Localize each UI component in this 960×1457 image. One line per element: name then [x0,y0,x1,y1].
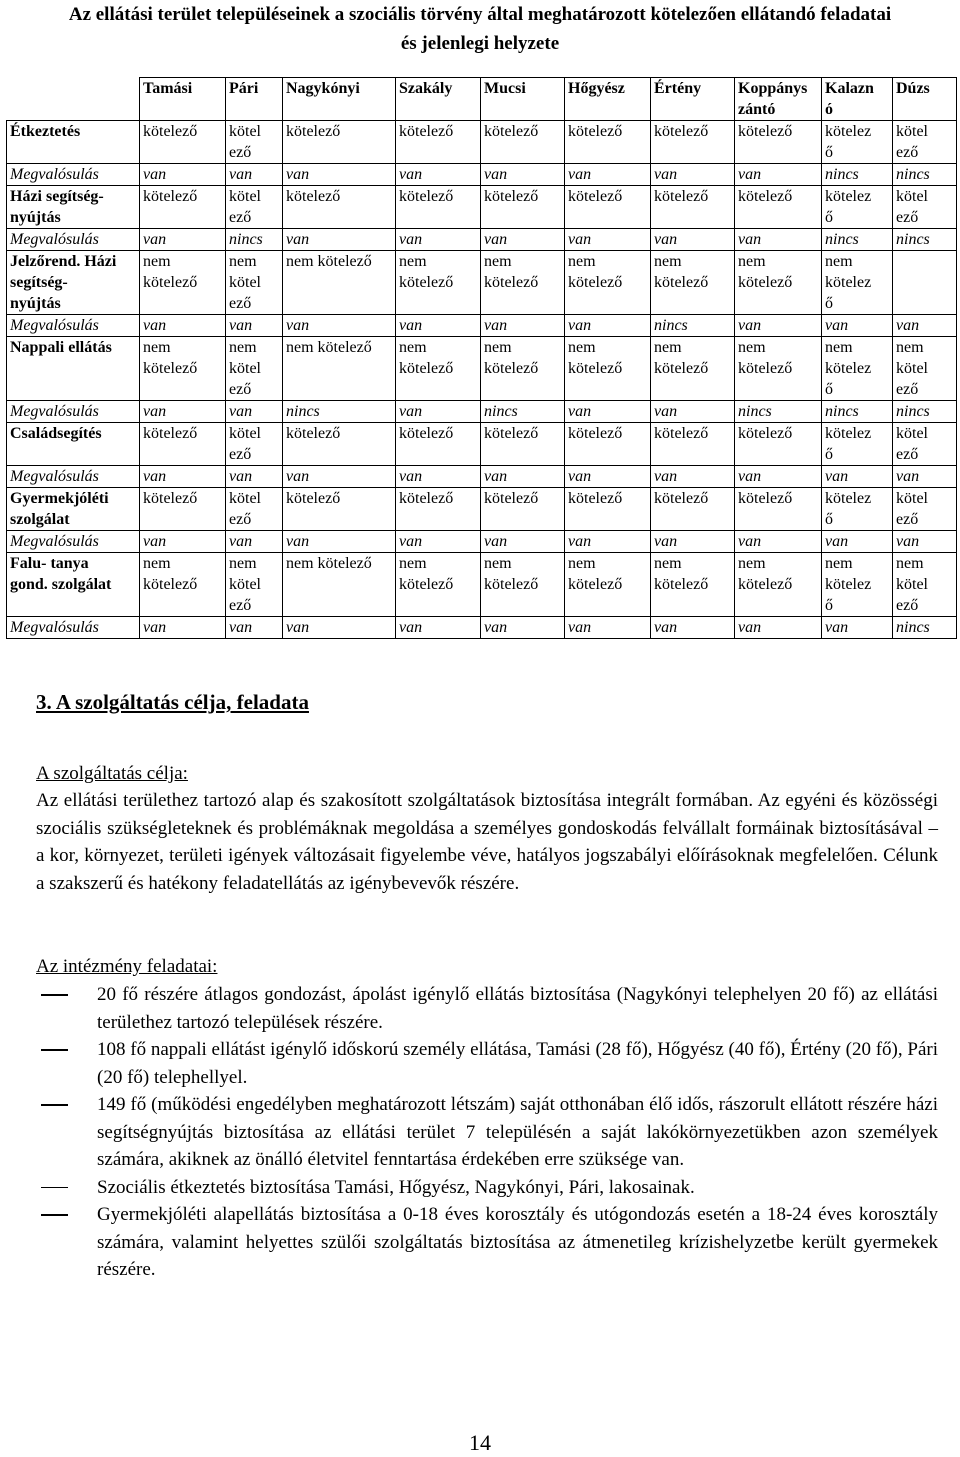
table-cell: kötelező [651,121,735,164]
row-label: Nappali ellátás [7,337,140,401]
table-cell: kötelező [735,186,822,229]
header-settlement: Dúzs [893,78,957,121]
goal-label: A szolgáltatás célja: [36,763,188,784]
dash-bullet-icon [41,1049,68,1051]
table-cell: nincs [283,401,396,423]
row-label: Családsegítés [7,423,140,466]
table-cell: van [822,315,893,337]
table-cell: van [565,401,651,423]
section-heading: 3. A szolgáltatás célja, feladata [36,690,309,714]
table-cell: kötel ező [893,488,957,531]
tasks-label: Az intézmény feladatai: [36,956,218,977]
table-cell: nem kötel ező [893,553,957,617]
table-cell: kötelező [140,423,226,466]
table-cell: van [283,164,396,186]
row-label: Megvalósulás [7,229,140,251]
table-cell: nem kötelező [140,251,226,315]
table-cell: kötelező [396,186,481,229]
table-cell: kötel ező [893,186,957,229]
table-cell: kötelező [283,488,396,531]
table-cell: nem kötel ező [226,251,283,315]
table-cell: nem kötelező [651,337,735,401]
table-cell: van [481,164,565,186]
table-cell: kötelező [396,121,481,164]
task-list [36,981,938,1284]
table-cell: kötelező [481,488,565,531]
table-cell: kötelező [396,488,481,531]
table-cell: van [565,531,651,553]
table-cell: nem kötelező [651,251,735,315]
header-settlement: Kalazn ó [822,78,893,121]
table-cell: nem kötel ező [226,553,283,617]
table-cell: kötelező [396,423,481,466]
realization-row [7,531,957,553]
table-cell: kötelező [565,121,651,164]
task-text: 149 fő (működési engedélyben meghatározott létszám) saját otthonában élő idős, rászorult ellátott részére házi segítségnyújtás biztosítása az ellátási terület 7 településén a saját lakókörnyezetükben azon személyek számára, akiknek az önálló életvitel fenntartása érdekében erre szüksége van. [97,1094,938,1170]
service-row [7,488,957,531]
table-cell: van [481,531,565,553]
table-cell: nem kötelező [565,553,651,617]
table-cell: kötelező [481,121,565,164]
table-cell: kötelező [735,121,822,164]
row-label: Falu- tanya gond. szolgálat [7,553,140,617]
table-cell: nem kötelező [140,553,226,617]
task-item [36,1036,938,1091]
table-cell: nem kötelez ő [822,251,893,315]
realization-row [7,164,957,186]
table-cell: van [140,466,226,488]
table-cell: nincs [226,229,283,251]
table-cell: kötel ező [226,488,283,531]
table-cell: van [396,531,481,553]
service-row [7,186,957,229]
table-cell: nem kötelező [396,553,481,617]
table-cell: nem kötelez ő [822,337,893,401]
table-cell: kötelező [140,488,226,531]
realization-row [7,315,957,337]
table-cell: van [140,617,226,639]
table-cell: nem kötel ező [226,337,283,401]
table-cell: kötelező [481,423,565,466]
table-cell: nem kötelező [396,251,481,315]
table-cell: kötelező [283,121,396,164]
table-cell: van [565,617,651,639]
table-cell: van [396,466,481,488]
table-cell: kötel ező [226,121,283,164]
table-cell: nincs [822,164,893,186]
table-cell: nincs [893,617,957,639]
table-cell: van [893,531,957,553]
row-label: Házi segítség- nyújtás [7,186,140,229]
table-cell: kötelező [283,423,396,466]
table-cell: van [226,164,283,186]
table-cell: kötelező [735,423,822,466]
row-label: Megvalósulás [7,164,140,186]
dash-bullet-icon [41,1187,68,1189]
table-cell: nem kötelező [735,553,822,617]
header-settlement: Értény [651,78,735,121]
table-cell: van [140,164,226,186]
table-cell: van [226,617,283,639]
table-cell: van [651,229,735,251]
task-item [36,1091,938,1174]
table-cell: nincs [893,401,957,423]
table-cell: van [735,617,822,639]
task-text: 20 fő részére átlagos gondozást, ápolást igénylő ellátás biztosítása (Nagykónyi telephelyen 20 fő) az ellátási területhez tartozó települések részére. [97,984,938,1033]
table-cell: van [822,466,893,488]
table-cell: van [481,229,565,251]
realization-row [7,401,957,423]
table-cell: nincs [893,229,957,251]
table-cell: kötelez ő [822,186,893,229]
table-cell: van [651,531,735,553]
table-cell: van [140,315,226,337]
table-cell: van [822,531,893,553]
table-cell: kötelező [735,488,822,531]
table-cell: nem kötelező [283,337,396,401]
page-title: Az ellátási terület településeinek a szociális törvény által meghatározott kötelezően ellátandó feladatai és jelenlegi helyzete [68,4,892,54]
row-label: Megvalósulás [7,315,140,337]
table-cell: van [565,229,651,251]
table-cell: van [226,315,283,337]
row-label: Megvalósulás [7,531,140,553]
header-settlement: Mucsi [481,78,565,121]
table-cell: kötelező [283,186,396,229]
task-item [36,981,938,1036]
table-cell: kötelező [565,488,651,531]
table-cell: nincs [481,401,565,423]
table-cell: kötelező [565,423,651,466]
page-number: 14 [469,1430,491,1455]
table-cell: nem kötelez ő [822,553,893,617]
header-settlement: Szakály [396,78,481,121]
table-cell: nem kötelező [283,251,396,315]
table-cell: van [822,617,893,639]
table-cell: van [565,466,651,488]
table-cell: nem kötelező [735,251,822,315]
settlement-duties-table [6,77,957,639]
table-cell: nem kötelező [481,337,565,401]
table-cell: nem kötelező [481,251,565,315]
table-cell [893,251,957,315]
task-text: Szociális étkeztetés biztosítása Tamási, Hőgyész, Nagykónyi, Pári, lakosainak. [97,1176,695,1198]
table-cell: van [735,531,822,553]
service-row [7,121,957,164]
header-settlement: Tamási [140,78,226,121]
table-cell: kötel ező [893,121,957,164]
table-cell: nincs [822,401,893,423]
table-cell: van [481,466,565,488]
table-cell: van [396,401,481,423]
row-label: Megvalósulás [7,466,140,488]
header-settlement: Nagykónyi [283,78,396,121]
table-cell: van [651,164,735,186]
dash-bullet-icon [41,994,68,996]
table-cell: van [283,315,396,337]
table-cell: nem kötel ező [893,337,957,401]
table-cell: van [283,229,396,251]
table-cell: van [651,466,735,488]
table-cell: van [396,164,481,186]
task-text: 108 fő nappali ellátást igénylő időskorú személy ellátása, Tamási (28 fő), Hőgyész (40 fő), Értény (20 fő), Pári (20 fő) telephellyel. [97,1039,938,1088]
table-cell: van [283,617,396,639]
table-cell: nincs [735,401,822,423]
table-cell: van [735,164,822,186]
row-label: Megvalósulás [7,401,140,423]
table-cell: nincs [893,164,957,186]
table-cell: kötel ező [226,186,283,229]
table-cell: nem kötelező [283,553,396,617]
table-cell: kötelező [651,186,735,229]
task-item [36,1174,938,1202]
header-settlement: Hőgyész [565,78,651,121]
table-cell: van [651,401,735,423]
realization-row [7,229,957,251]
row-label: Gyermekjóléti szolgálat [7,488,140,531]
dash-bullet-icon [41,1214,68,1216]
table-cell: kötel ező [893,423,957,466]
table-cell: nincs [822,229,893,251]
table-cell: nem kötelező [651,553,735,617]
table-cell: van [226,466,283,488]
table-cell: van [893,466,957,488]
table-cell: van [893,315,957,337]
table-cell: nem kötelező [565,251,651,315]
row-label: Étkeztetés [7,121,140,164]
realization-row [7,617,957,639]
task-item [36,1201,938,1284]
dash-bullet-icon [41,1104,68,1106]
table-cell: kötelező [651,423,735,466]
table-cell: nincs [651,315,735,337]
goal-text: Az ellátási területhez tartozó alap és szakosított szolgáltatások biztosítása integrált formában. Az egyéni és közösségi szociális szükségleteknek és problémáknak megoldása a személyes gondoskodás felvállalt formáinak biztosításával – a kor, környezet, területi igények változásait figyelembe véve, hatályos jogszabályi előírásoknak megfelelően. Célunk a szakszerű és hatékony feladatellátás az igénybevevők részére. [36,790,938,894]
table-cell: nem kötelező [565,337,651,401]
table-cell: kötelező [651,488,735,531]
header-settlement: Koppánys zántó [735,78,822,121]
table-cell: van [651,617,735,639]
table-cell: van [283,531,396,553]
table-cell: kötelező [481,186,565,229]
table-cell: van [226,531,283,553]
table-cell: van [481,617,565,639]
row-label: Jelzőrend. Házi segítség- nyújtás [7,251,140,315]
table-header-row [7,78,957,121]
table-cell: van [735,229,822,251]
table-cell: van [226,401,283,423]
table-cell: van [140,531,226,553]
task-text: Gyermekjóléti alapellátás biztosítása a 0-18 éves korosztály és utógondozás esetén a 18-24 éves korosztály számára, valamint helyettes szülői szolgáltatás biztosítása az átmenetileg krízishelyzetbe került gyermekek részére. [97,1204,938,1280]
table-cell: kötel ező [226,423,283,466]
realization-row [7,466,957,488]
service-row [7,251,957,315]
table-cell: van [140,229,226,251]
header-corner [7,78,140,121]
table-cell: nem kötelező [735,337,822,401]
header-settlement: Pári [226,78,283,121]
table-cell: van [283,466,396,488]
table-cell: van [565,315,651,337]
table-cell: van [396,229,481,251]
table-cell: van [735,466,822,488]
table-cell: van [481,315,565,337]
table-cell: van [140,401,226,423]
table-cell: kötelező [140,186,226,229]
table-cell: kötelez ő [822,121,893,164]
table-cell: nem kötelező [396,337,481,401]
table-cell: van [396,617,481,639]
table-cell: van [735,315,822,337]
table-cell: van [565,164,651,186]
table-cell: nem kötelező [481,553,565,617]
service-row [7,337,957,401]
service-row [7,553,957,617]
table-cell: kötelez ő [822,488,893,531]
row-label: Megvalósulás [7,617,140,639]
service-row [7,423,957,466]
table-cell: van [396,315,481,337]
table-cell: kötelez ő [822,423,893,466]
table-cell: kötelező [140,121,226,164]
table-cell: kötelező [565,186,651,229]
table-cell: nem kötelező [140,337,226,401]
